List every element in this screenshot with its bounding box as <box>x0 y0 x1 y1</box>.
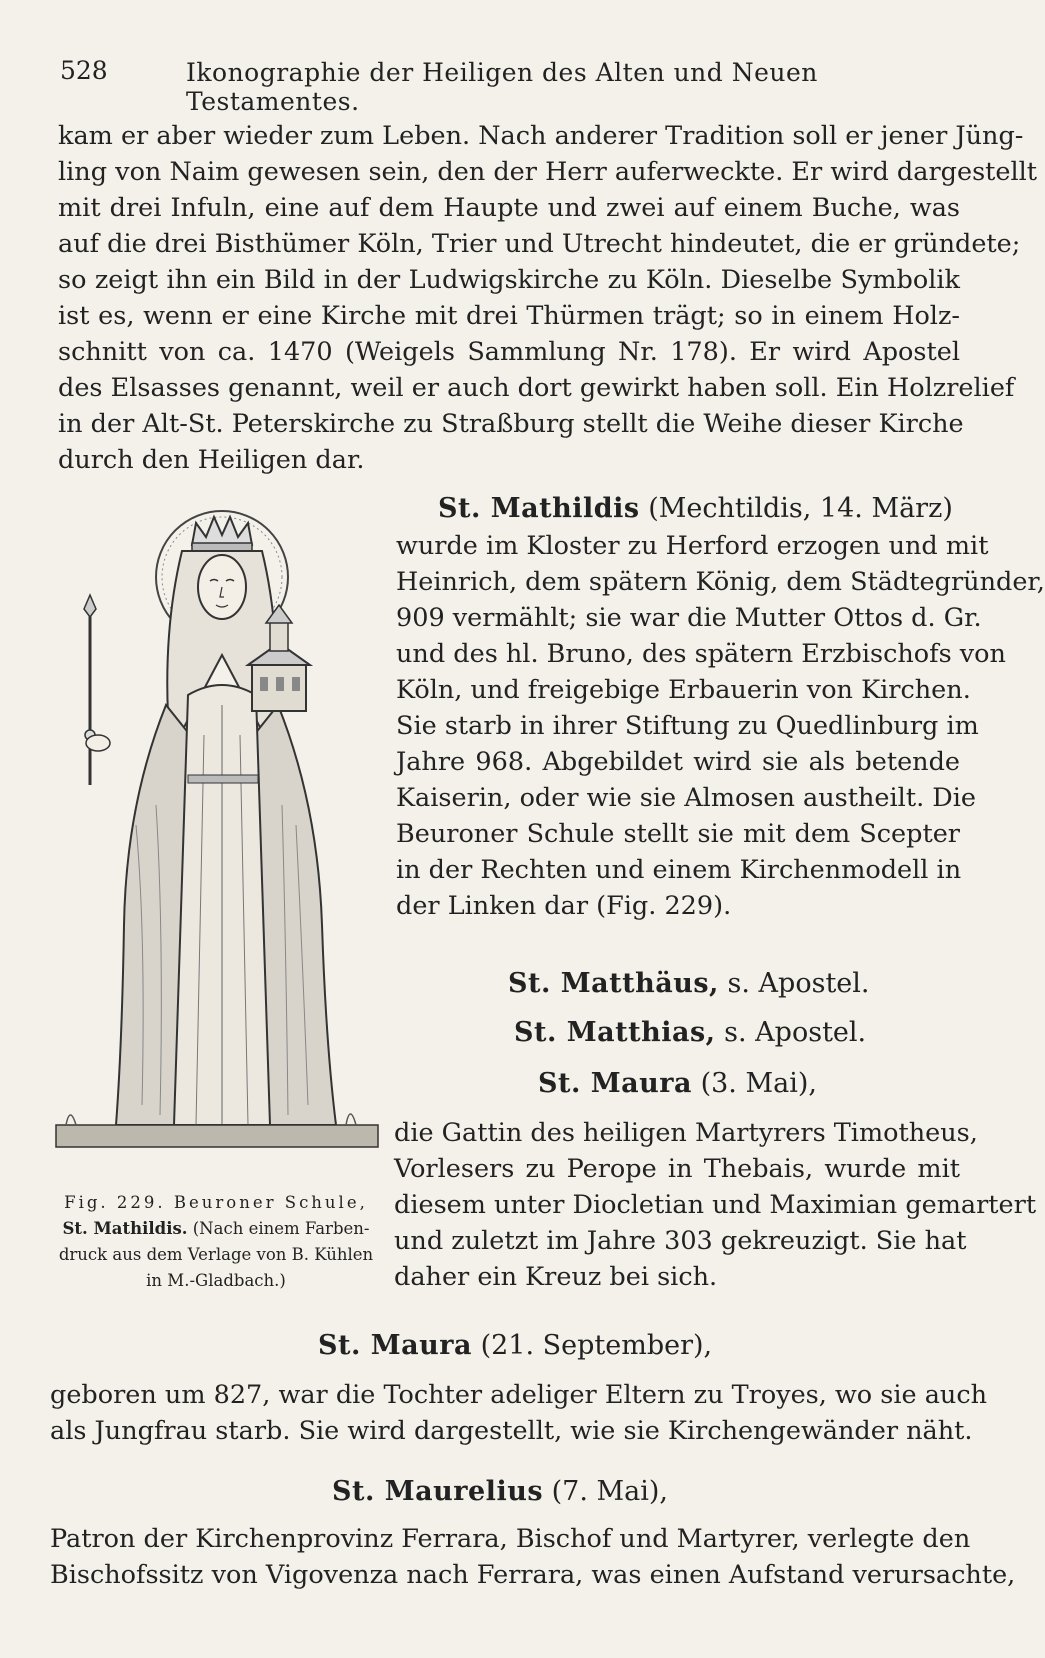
text-line: Kaiserin, oder wie sie Almosen austheilt. Die <box>396 783 976 813</box>
entry-date: (3. Mai), <box>692 1068 817 1099</box>
figure-caption <box>58 1190 374 1294</box>
caption-line <box>58 1216 374 1242</box>
text-line: Jahre 968. Abgebildet wird sie als betende <box>396 747 960 777</box>
maura-may-paragraph <box>394 1115 1037 1295</box>
text-line: Beuroner Schule stellt sie mit dem Scepter <box>396 819 960 849</box>
text-line: kam er aber wieder zum Leben. Nach anderer Tradition soll er jener Jüng- <box>58 121 1024 151</box>
entry-date: (Mechtildis, 14. März) <box>639 493 953 524</box>
entry-date: (7. Mai), <box>543 1476 668 1507</box>
text-line: ist es, wenn er eine Kirche mit drei Thürmen trägt; so in einem Holz- <box>58 301 960 331</box>
caption-source: (Nach einem Farben- <box>187 1219 370 1238</box>
maura-september-paragraph <box>50 1377 988 1449</box>
running-title: Ikonographie der Heiligen des Alten und Neuen Testamentes. <box>186 58 818 116</box>
page-number: 528 <box>60 56 108 85</box>
text-line: als Jungfrau starb. Sie wird dargestellt, wie sie Kirchengewänder näht. <box>50 1416 973 1446</box>
page-header <box>60 56 940 116</box>
entry-name: St. Matthäus, <box>508 968 719 999</box>
entry-name: St. Maura <box>538 1068 693 1099</box>
saint-mathildis-illustration <box>56 505 378 1173</box>
text-line: geboren um 827, war die Tochter adeliger Eltern zu Troyes, wo sie auch <box>50 1380 988 1410</box>
heading-mathildis <box>438 491 953 527</box>
text-line: diesem unter Diocletian und Maximian gemartert <box>394 1190 1037 1220</box>
heading-maura-may <box>538 1066 817 1102</box>
text-line: wurde im Kloster zu Herford erzogen und mit <box>396 531 989 561</box>
text-line: die Gattin des heiligen Martyrers Timotheus, <box>394 1118 978 1148</box>
entry-reference: s. Apostel. <box>718 968 870 999</box>
entry-reference: s. Apostel. <box>715 1017 867 1048</box>
text-line: und des hl. Bruno, des spätern Erzbischofs von <box>396 639 1006 669</box>
text-line: so zeigt ihn ein Bild in der Ludwigskirche zu Köln. Dieselbe Symbolik <box>58 265 960 295</box>
heading-maura-september <box>318 1328 712 1364</box>
text-line: Sie starb in ihrer Stiftung zu Quedlinburg im <box>396 711 979 741</box>
text-line: schnitt von ca. 1470 (Weigels Sammlung Nr. 178). Er wird Apostel <box>58 337 960 367</box>
caption-line: Fig. 229. Beuroner Schule, <box>64 1193 368 1212</box>
text-line: Köln, und freigebige Erbauerin von Kirchen. <box>396 675 971 705</box>
text-line: ling von Naim gewesen sein, den der Herr auferweckte. Er wird dargestellt <box>58 157 1038 187</box>
heading-maurelius <box>332 1474 668 1510</box>
text-line: durch den Heiligen dar. <box>58 445 365 475</box>
text-line: 909 vermählt; sie war die Mutter Ottos d. Gr. <box>396 603 982 633</box>
text-line: in der Alt-St. Peterskirche zu Straßburg stellt die Weihe dieser Kirche <box>58 409 964 439</box>
maurelius-paragraph <box>50 1521 1016 1593</box>
intro-paragraph <box>58 118 1038 478</box>
mathildis-paragraph <box>396 528 1045 924</box>
heading-matthias <box>514 1015 866 1051</box>
entry-date: (21. September), <box>472 1330 713 1361</box>
caption-line: druck aus dem Verlage von B. Kühlen <box>58 1245 374 1264</box>
text-line: mit drei Infuln, eine auf dem Haupte und zwei auf einem Buche, was <box>58 193 960 223</box>
text-line: Vorlesers zu Perope in Thebais, wurde mit <box>394 1154 960 1184</box>
text-line: in der Rechten und einem Kirchenmodell in <box>396 855 962 885</box>
text-line: Heinrich, dem spätern König, dem Städtegründer, <box>396 567 1045 597</box>
text-line: Patron der Kirchenprovinz Ferrara, Bischof und Martyrer, verlegte den <box>50 1524 971 1554</box>
entry-name: St. Matthias, <box>514 1017 716 1048</box>
text-line: daher ein Kreuz bei sich. <box>394 1262 718 1292</box>
entry-name: St. Maurelius <box>332 1476 544 1507</box>
caption-title: St. Mathildis. <box>62 1219 188 1238</box>
text-line: auf die drei Bisthümer Köln, Trier und Utrecht hindeutet, die er gründete; <box>58 229 1021 259</box>
entry-name: St. Maura <box>318 1330 473 1361</box>
caption-line: in M.-Gladbach.) <box>146 1271 286 1290</box>
heading-matthaeus <box>508 966 870 1002</box>
text-line: des Elsasses genannt, weil er auch dort gewirkt haben soll. Ein Holzrelief <box>58 373 1015 403</box>
text-line: der Linken dar (Fig. 229). <box>396 891 732 921</box>
text-line: und zuletzt im Jahre 303 gekreuzigt. Sie hat <box>394 1226 967 1256</box>
entry-name: St. Mathildis <box>438 493 640 524</box>
text-line: Bischofssitz von Vigovenza nach Ferrara, was einen Aufstand verursachte, <box>50 1560 1016 1590</box>
